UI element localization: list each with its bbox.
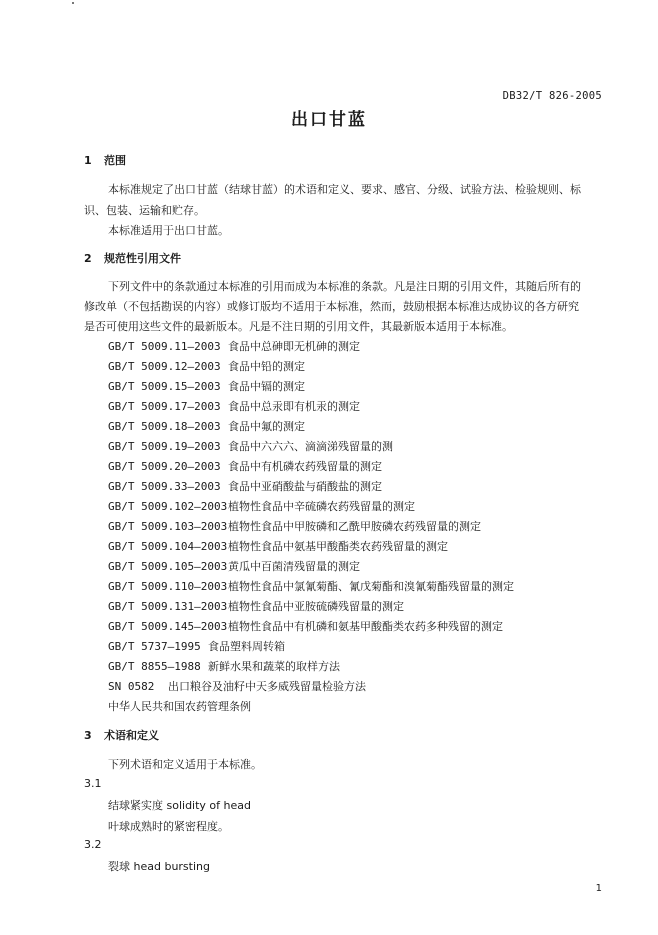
reference-title: 食品中铅的测定 [228,360,305,373]
reference-item [108,418,305,434]
reference-title: 食品中总砷即无机砷的测定 [228,340,360,353]
reference-item [108,338,360,354]
reference-code: GB/T 5009.15—2003 [108,380,221,393]
term-entry: 结球紧实度 solidity of head [108,799,251,812]
reference-item [108,638,285,654]
reference-code: GB/T 5009.18—2003 [108,420,221,433]
reference-item [108,358,305,374]
reference-item: 中华人民共和国农药管理条例 [108,700,251,713]
reference-code: GB/T 5737—1995 [108,640,201,653]
reference-title: 出口粮谷及油籽中天多威残留量检验方法 [168,680,366,693]
reference-item [108,618,503,634]
reference-code: GB/T 5009.104—2003 [108,540,228,553]
term-number: 3.1 [84,777,102,790]
reference-title: 植物性食品中甲胺磷和乙酰甲胺磷农药残留量的测定 [228,520,481,533]
reference-code: GB/T 8855—1988 [108,660,201,673]
paragraph-line: 下列术语和定义适用于本标准。 [108,758,262,771]
section-1-heading [84,152,126,168]
reference-title: 食品中六六六、滴滴涕残留量的测 [228,440,393,453]
paragraph-line: 是否可使用这些文件的最新版本。凡是不注日期的引用文件，其最新版本适用于本标准。 [84,320,513,333]
reference-item [108,518,481,534]
paragraph-line: 修改单（不包括勘误的内容）或修订版均不适用于本标准，然而，鼓励根据本标准达成协议的各方研究 [84,300,579,313]
reference-item [108,678,366,694]
reference-code: GB/T 5009.11—2003 [108,340,221,353]
reference-title: 食品中有机磷农药残留量的测定 [228,460,382,473]
term-number: 3.2 [84,838,102,851]
paragraph-line: 下列文件中的条款通过本标准的引用而成为本标准的条款。凡是注日期的引用文件，其随后所有的 [108,280,581,293]
standard-number: DB32/T 826-2005 [502,90,602,102]
reference-code: GB/T 5009.103—2003 [108,520,228,533]
reference-item [108,558,360,574]
reference-item [108,658,340,674]
section-title: 规范性引用文件 [104,252,181,265]
reference-item [108,378,305,394]
reference-title: 食品中镉的测定 [228,380,305,393]
reference-title: 植物性食品中氨基甲酸酯类农药残留量的测定 [228,540,448,553]
reference-title: 食品塑料周转箱 [208,640,285,653]
paragraph-line: 本标准规定了出口甘蓝（结球甘蓝）的术语和定义、要求、感官、分级、试验方法、检验规则、标 [108,183,581,196]
reference-code: GB/T 5009.33—2003 [108,480,221,493]
reference-title: 食品中氟的测定 [228,420,305,433]
reference-item [108,498,415,514]
reference-title: 植物性食品中氯氰菊酯、氰戊菊酯和溴氰菊酯残留量的测定 [228,580,514,593]
section-title: 范围 [104,154,126,167]
section-title: 术语和定义 [104,729,159,742]
section-2-heading [84,250,181,266]
reference-item [108,398,360,414]
scan-speck [72,2,74,4]
reference-item [108,598,404,614]
section-number: 1 [84,154,92,167]
document-title: 出口甘蓝 [291,110,367,130]
term-entry: 裂球 head bursting [108,860,210,873]
paragraph-line: 本标准适用于出口甘蓝。 [108,224,229,237]
section-number: 3 [84,729,92,742]
page-number: 1 [595,883,602,894]
reference-code: GB/T 5009.12—2003 [108,360,221,373]
reference-title: 植物性食品中辛硫磷农药残留量的测定 [228,500,415,513]
section-number: 2 [84,252,92,265]
reference-title: 食品中亚硝酸盐与硝酸盐的测定 [228,480,382,493]
reference-code: GB/T 5009.102—2003 [108,500,228,513]
reference-code: GB/T 5009.110—2003 [108,580,228,593]
reference-code: GB/T 5009.20—2003 [108,460,221,473]
reference-code: GB/T 5009.19—2003 [108,440,221,453]
reference-item [108,438,393,454]
reference-code: GB/T 5009.131—2003 [108,600,228,613]
reference-item [108,578,514,594]
reference-code: GB/T 5009.105—2003 [108,560,228,573]
reference-item [108,478,382,494]
term-definition: 叶球成熟时的紧密程度。 [108,820,229,833]
reference-code: GB/T 5009.145—2003 [108,620,228,633]
reference-title: 植物性食品中亚胺硫磷残留量的测定 [228,600,404,613]
paragraph-line: 识、包装、运输和贮存。 [84,204,205,217]
reference-title: 新鲜水果和蔬菜的取样方法 [208,660,340,673]
reference-item [108,538,448,554]
section-3-heading [84,727,159,743]
reference-title: 黄瓜中百菌清残留量的测定 [228,560,360,573]
reference-title: 植物性食品中有机磷和氨基甲酸酯类农药多种残留的测定 [228,620,503,633]
reference-code: GB/T 5009.17—2003 [108,400,221,413]
reference-title: 食品中总汞即有机汞的测定 [228,400,360,413]
reference-item [108,458,382,474]
reference-code: SN 0582 [108,680,155,693]
